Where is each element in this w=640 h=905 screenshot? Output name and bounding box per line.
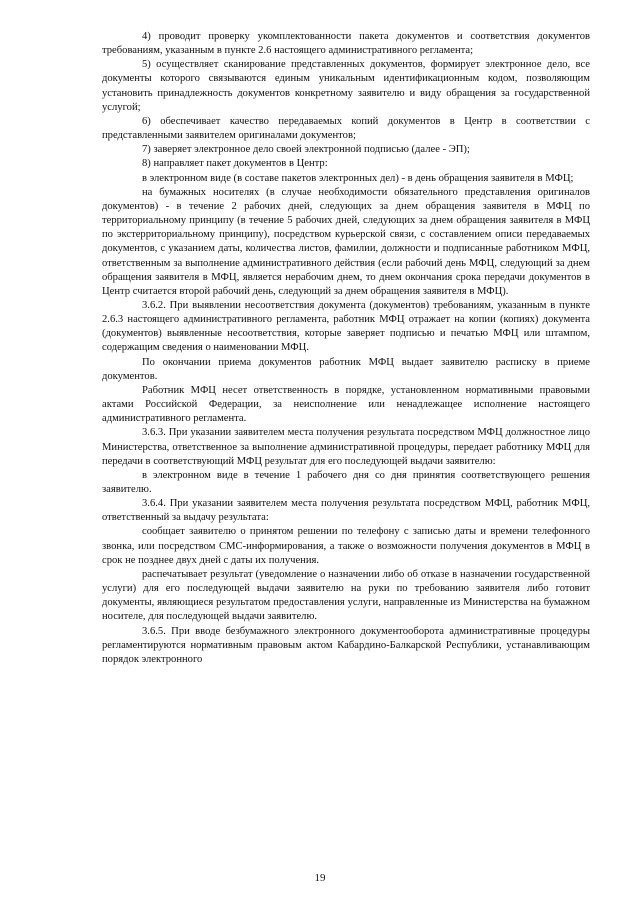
paragraph-item-6: 6) обеспечивает качество передаваемых копий документов в Центр в соответствии с представленными заявителем оригиналами документов; <box>102 115 590 142</box>
paragraph-responsibility: Работник МФЦ несет ответственность в порядке, установленном нормативными правовыми актами Российской Федерации, за неисполнение или ненадлежащее исполнение настоящего административного регламента. <box>102 384 590 425</box>
paragraph-print-result: распечатывает результат (уведомление о назначении либо об отказе в назначении государственной услуги) для его последующей выдачи заявителю на руки по требованию заявителя либо готовит документы, являющиеся результатом предоставления услуги, направленные из Министерства на бумажном носителе, для последующей выдачи заявителю. <box>102 568 590 623</box>
paragraph-electronic-result: в электронном виде в течение 1 рабочего дня со дня принятия соответствующего решения заявителю. <box>102 469 590 495</box>
paragraph-notify: сообщает заявителю о принятом решении по телефону с записью даты и времени телефонного звонка, или посредством СМС-информирования, а также о возможности получения документов в МФЦ в срок не позднее двух дней с даты их получения. <box>102 526 590 566</box>
paragraph-3-6-4: 3.6.4. При указании заявителем места получения результата посредством МФЦ, работник МФЦ, ответственный за выдачу результата: <box>102 498 590 524</box>
paragraph-3-6-3: 3.6.3. При указании заявителем места получения результата посредством МФЦ должностное лицо Министерства, ответственное за выполнение административной процедуры, передает работнику МФЦ для передачи в соответствующий МФЦ результат для его последующей выдачи заявителю: <box>102 427 590 467</box>
body-text <box>102 30 590 667</box>
paragraph-item-8: 8) направляет пакет документов в Центр: <box>142 158 328 170</box>
paragraph-receipt: По окончании приема документов работник МФЦ выдает заявителю расписку в приеме документов. <box>102 356 590 382</box>
paragraph-paper-form: на бумажных носителях (в случае необходимости обязательного представления оригиналов документов) - в течение 2 рабочих дней, следующих за днем обращения заявителя в МФЦ по территориальному принципу (в течение 5 рабочих дней, следующих за днем обращения заявителя в МФЦ по экстерриториальному принципу), посредством курьерской связи, с составлением описи передаваемых документов, с указанием даты, количества листов, фамилии, должности и подписанные работником МФЦ, ответственным за выполнение административного действия (если рабочий день МФЦ, следующий за днем обращения заявителя в МФЦ, является нерабочим днем, то днем окончания срока передачи документов в Центр считается второй рабочий день, следующий за днем обращения заявителя в МФЦ). <box>102 186 590 297</box>
paragraph-3-6-5: 3.6.5. При вводе безбумажного электронного документооборота административные процедуры регламентируются нормативным правовым актом Кабардино-Балкарской Республики, устанавливающим порядок электронного <box>102 625 590 665</box>
paragraph-electronic-form: в электронном виде (в составе пакетов электронных дел) - в день обращения заявителя в МФЦ; <box>142 172 574 184</box>
paragraph-item-5: 5) осуществляет сканирование представленных документов, формирует электронное дело, все документы которого связываются единым уникальным идентификационным кодом, позволяющим установить принадлежность документов конкретному заявителю и виду обращения за государственной услугой; <box>102 59 590 113</box>
paragraph-item-4: 4) проводит проверку укомплектованности пакета документов и соответствия документов требованиям, указанным в пункте 2.6 настоящего административного регламента; <box>102 31 590 57</box>
paragraph-item-7: 7) заверяет электронное дело своей электронной подписью (далее - ЭП); <box>142 144 470 156</box>
page-number: 19 <box>314 872 326 884</box>
paragraph-3-6-2: 3.6.2. При выявлении несоответствия документа (документов) требованиям, указанным в пункте 2.6.3 настоящего административного регламента, работник МФЦ отражает на копии (копиях) документа (документов) выявленные несоответствия, которые заверяет подписью и печатью МФЦ или штампом, содержащим сведения о наименовании МФЦ. <box>102 299 590 354</box>
